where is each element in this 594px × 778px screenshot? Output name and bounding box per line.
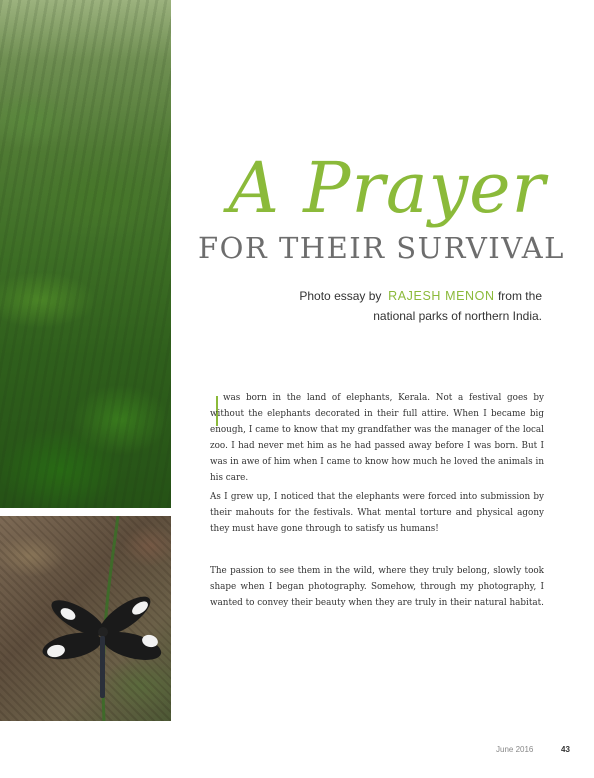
byline-suffix: from the bbox=[494, 289, 542, 303]
page-number: 43 bbox=[561, 745, 570, 754]
paragraph-2: As I grew up, I noticed that the elephants were forced into submission by their mahouts for the festivals. What mental torture and physical agony they must have gone through to satisfy us humans! bbox=[210, 492, 544, 534]
forest-photo bbox=[0, 0, 171, 508]
article-subtitle: FOR THEIR SURVIVAL bbox=[198, 231, 565, 265]
byline-prefix: Photo essay by bbox=[299, 289, 382, 303]
paragraph-3: The passion to see them in the wild, where they truly belong, slowly took shape when I began photography. Somehow, through my photography, I wanted to convey their beauty when they are truly in their natural habitat. bbox=[210, 566, 544, 608]
article-title: A Prayer bbox=[228, 147, 546, 229]
issue-date: June 2016 bbox=[496, 745, 534, 754]
dragonfly-illustration bbox=[0, 516, 171, 721]
byline bbox=[240, 286, 542, 326]
paragraph-1-text: was born in the land of elephants, Kerala. Not a festival goes by without the elephants decorated in their full attire. When I became big enough, I came to know that my grandfather was the manager of the local zoo. I had never met him as he had passed away before I was born. But I was in awe of him when I came to know how much he loved the animals in his care. bbox=[210, 393, 544, 483]
paragraph-1 bbox=[210, 390, 544, 486]
dragonfly-photo bbox=[0, 516, 171, 721]
byline-line2: national parks of northern India. bbox=[373, 309, 542, 323]
author-name: RAJESH MENON bbox=[388, 289, 495, 303]
